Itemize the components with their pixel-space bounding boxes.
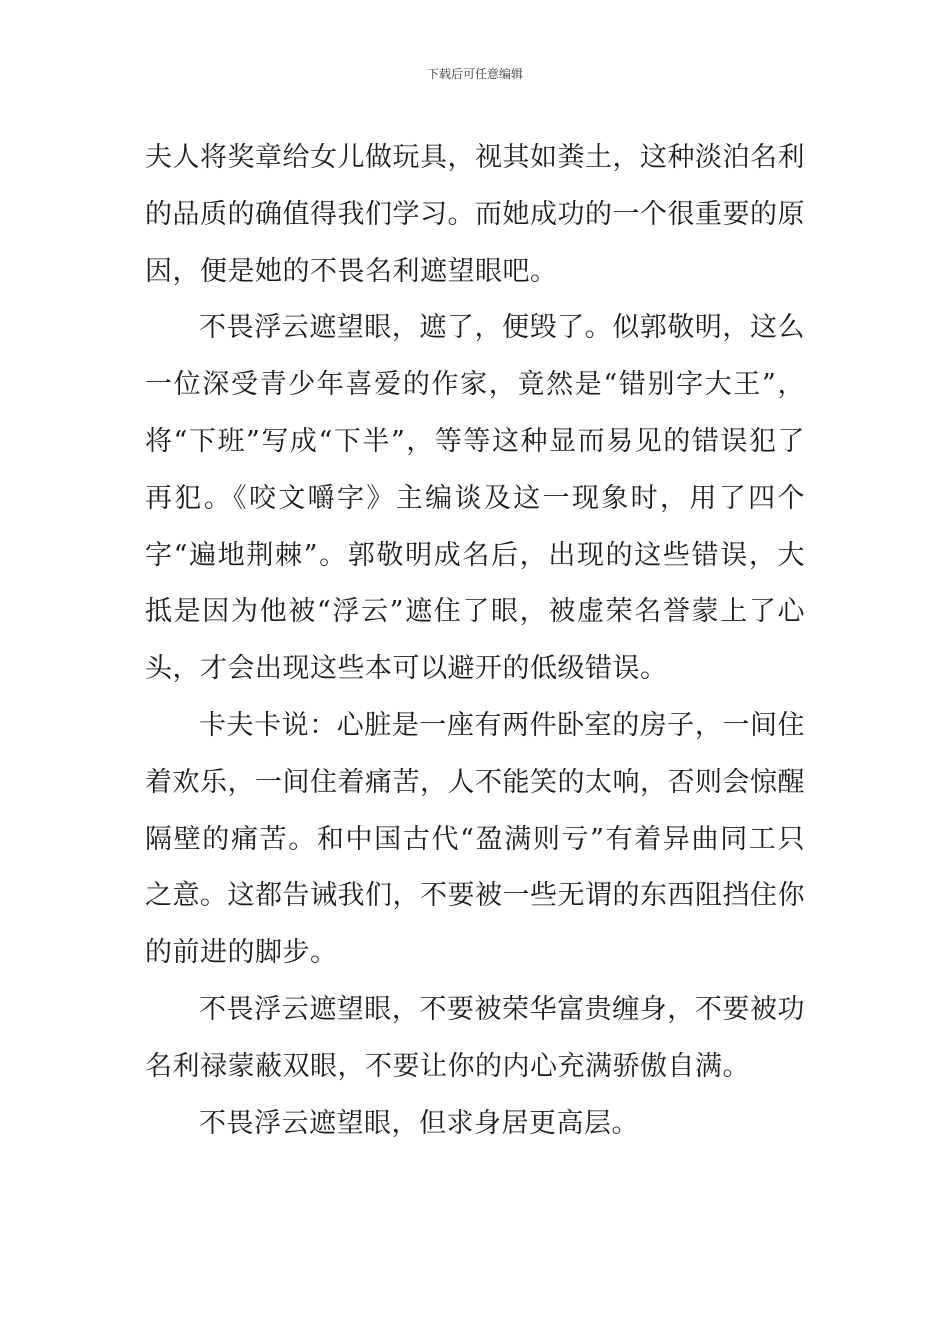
paragraph-2: 不畏浮云遮望眼，遮了，便毁了。似郭敬明，这么一位深受青少年喜爱的作家，竟然是“错别字大王”，将“下班”写成“下半”，等等这种显而易见的错误犯了再犯。《咬文嚼字》主编谈及这一现象时，用了四个字“遍地荆棘”。郭敬明成名后，出现的这些错误，大抵是因为他被“浮云”遮住了眼，被虚荣名誉蒙上了心头，才会出现这些本可以避开的低级错误。 — [145, 312, 805, 685]
document-body — [145, 130, 805, 1152]
paragraph-5: 不畏浮云遮望眼，但求身居更高层。 — [199, 1107, 639, 1139]
paragraph-3: 卡夫卡说：心脏是一座有两件卧室的房子，一间住着欢乐，一间住着痛苦，人不能笑的太响，否则会惊醒隔壁的痛苦。和中国古代“盈满则亏”有着异曲同工只之意。这都告诫我们，不要被一些无谓的东西阻挡住你的前进的脚步。 — [145, 709, 805, 969]
page-header: 下载后可任意编辑 — [426, 67, 523, 81]
paragraph-4: 不畏浮云遮望眼，不要被荣华富贵缠身，不要被功名利禄蒙蔽双眼，不要让你的内心充满骄傲自满。 — [145, 993, 805, 1082]
paragraph-1: 夫人将奖章给女儿做玩具，视其如粪土，这种淡泊名利的品质的确值得我们学习。而她成功的一个很重要的原因，便是她的不畏名利遮望眼吧。 — [145, 142, 805, 287]
